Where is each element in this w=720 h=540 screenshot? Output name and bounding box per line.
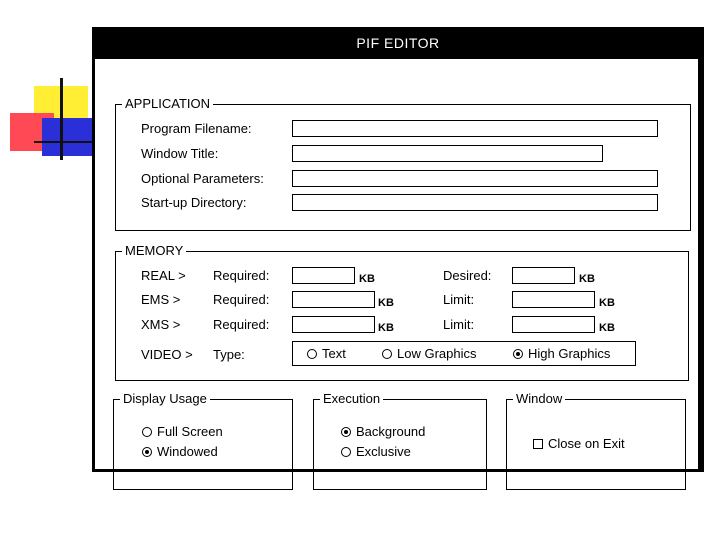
xms-required-field[interactable]: [292, 316, 375, 333]
execution-exclusive-label: Exclusive: [356, 444, 411, 459]
execution-legend: Execution: [320, 391, 383, 407]
startup-directory-label: Start-up Directory:: [141, 195, 247, 210]
ems-limit-label: Limit:: [443, 292, 475, 307]
radio-icon: [341, 447, 351, 457]
real-label: REAL >: [141, 268, 186, 283]
optional-parameters-label: Optional Parameters:: [141, 171, 264, 186]
real-required-label: Required:: [213, 268, 270, 283]
program-filename-label: Program Filename:: [141, 121, 252, 136]
execution-exclusive-radio[interactable]: [341, 444, 411, 459]
decor-horizontal-line: [34, 141, 92, 143]
xms-limit-field[interactable]: [512, 316, 595, 333]
video-option-text[interactable]: [307, 346, 346, 361]
video-option-low-graphics[interactable]: [382, 346, 476, 361]
decor-blue-square: [42, 118, 92, 156]
real-desired-label: Desired:: [443, 268, 492, 283]
display-windowed-label: Windowed: [157, 444, 218, 459]
video-option-text-label: Text: [322, 346, 346, 361]
execution-background-label: Background: [356, 424, 426, 439]
video-option-low-graphics-label: Low Graphics: [397, 346, 477, 361]
radio-selected-icon: [513, 349, 523, 359]
close-on-exit-label: Close on Exit: [548, 436, 625, 451]
optional-parameters-field[interactable]: [292, 170, 658, 187]
program-filename-field[interactable]: [292, 120, 658, 137]
execution-background-radio[interactable]: [341, 424, 425, 439]
decor-vertical-line: [60, 78, 63, 160]
real-desired-unit: KB: [579, 273, 595, 285]
radio-selected-icon: [341, 427, 351, 437]
memory-legend: MEMORY: [122, 243, 186, 259]
radio-selected-icon: [142, 447, 152, 457]
video-type-label: Type:: [213, 347, 245, 362]
radio-icon: [382, 349, 392, 359]
window-options-legend: Window: [513, 391, 565, 407]
real-required-unit: KB: [359, 273, 375, 285]
ems-required-label: Required:: [213, 292, 270, 307]
xms-label: XMS >: [141, 317, 181, 332]
display-full-screen-radio[interactable]: [142, 424, 223, 439]
radio-icon: [142, 427, 152, 437]
checkbox-icon: [533, 439, 543, 449]
ems-limit-field[interactable]: [512, 291, 595, 308]
xms-required-unit: KB: [378, 322, 394, 334]
ems-required-field[interactable]: [292, 291, 375, 308]
ems-required-unit: KB: [378, 297, 394, 309]
pif-editor-window: [92, 27, 704, 472]
close-on-exit-checkbox[interactable]: [533, 436, 625, 451]
xms-required-label: Required:: [213, 317, 270, 332]
application-legend: APPLICATION: [122, 96, 213, 112]
display-full-screen-label: Full Screen: [157, 424, 223, 439]
radio-icon: [307, 349, 317, 359]
ems-limit-unit: KB: [599, 297, 615, 309]
xms-limit-unit: KB: [599, 322, 615, 334]
ems-label: EMS >: [141, 292, 181, 307]
window-title: PIF EDITOR: [356, 35, 440, 51]
display-windowed-radio[interactable]: [142, 444, 218, 459]
display-usage-legend: Display Usage: [120, 391, 210, 407]
real-required-field[interactable]: [292, 267, 355, 284]
window-client-area: [95, 59, 698, 469]
video-label: VIDEO >: [141, 347, 193, 362]
xms-limit-label: Limit:: [443, 317, 475, 332]
video-option-high-graphics[interactable]: [513, 346, 610, 361]
startup-directory-field[interactable]: [292, 194, 658, 211]
window-title-field[interactable]: [292, 145, 603, 162]
window-title-label: Window Title:: [141, 146, 219, 161]
real-desired-field[interactable]: [512, 267, 575, 284]
video-option-high-graphics-label: High Graphics: [528, 346, 611, 361]
